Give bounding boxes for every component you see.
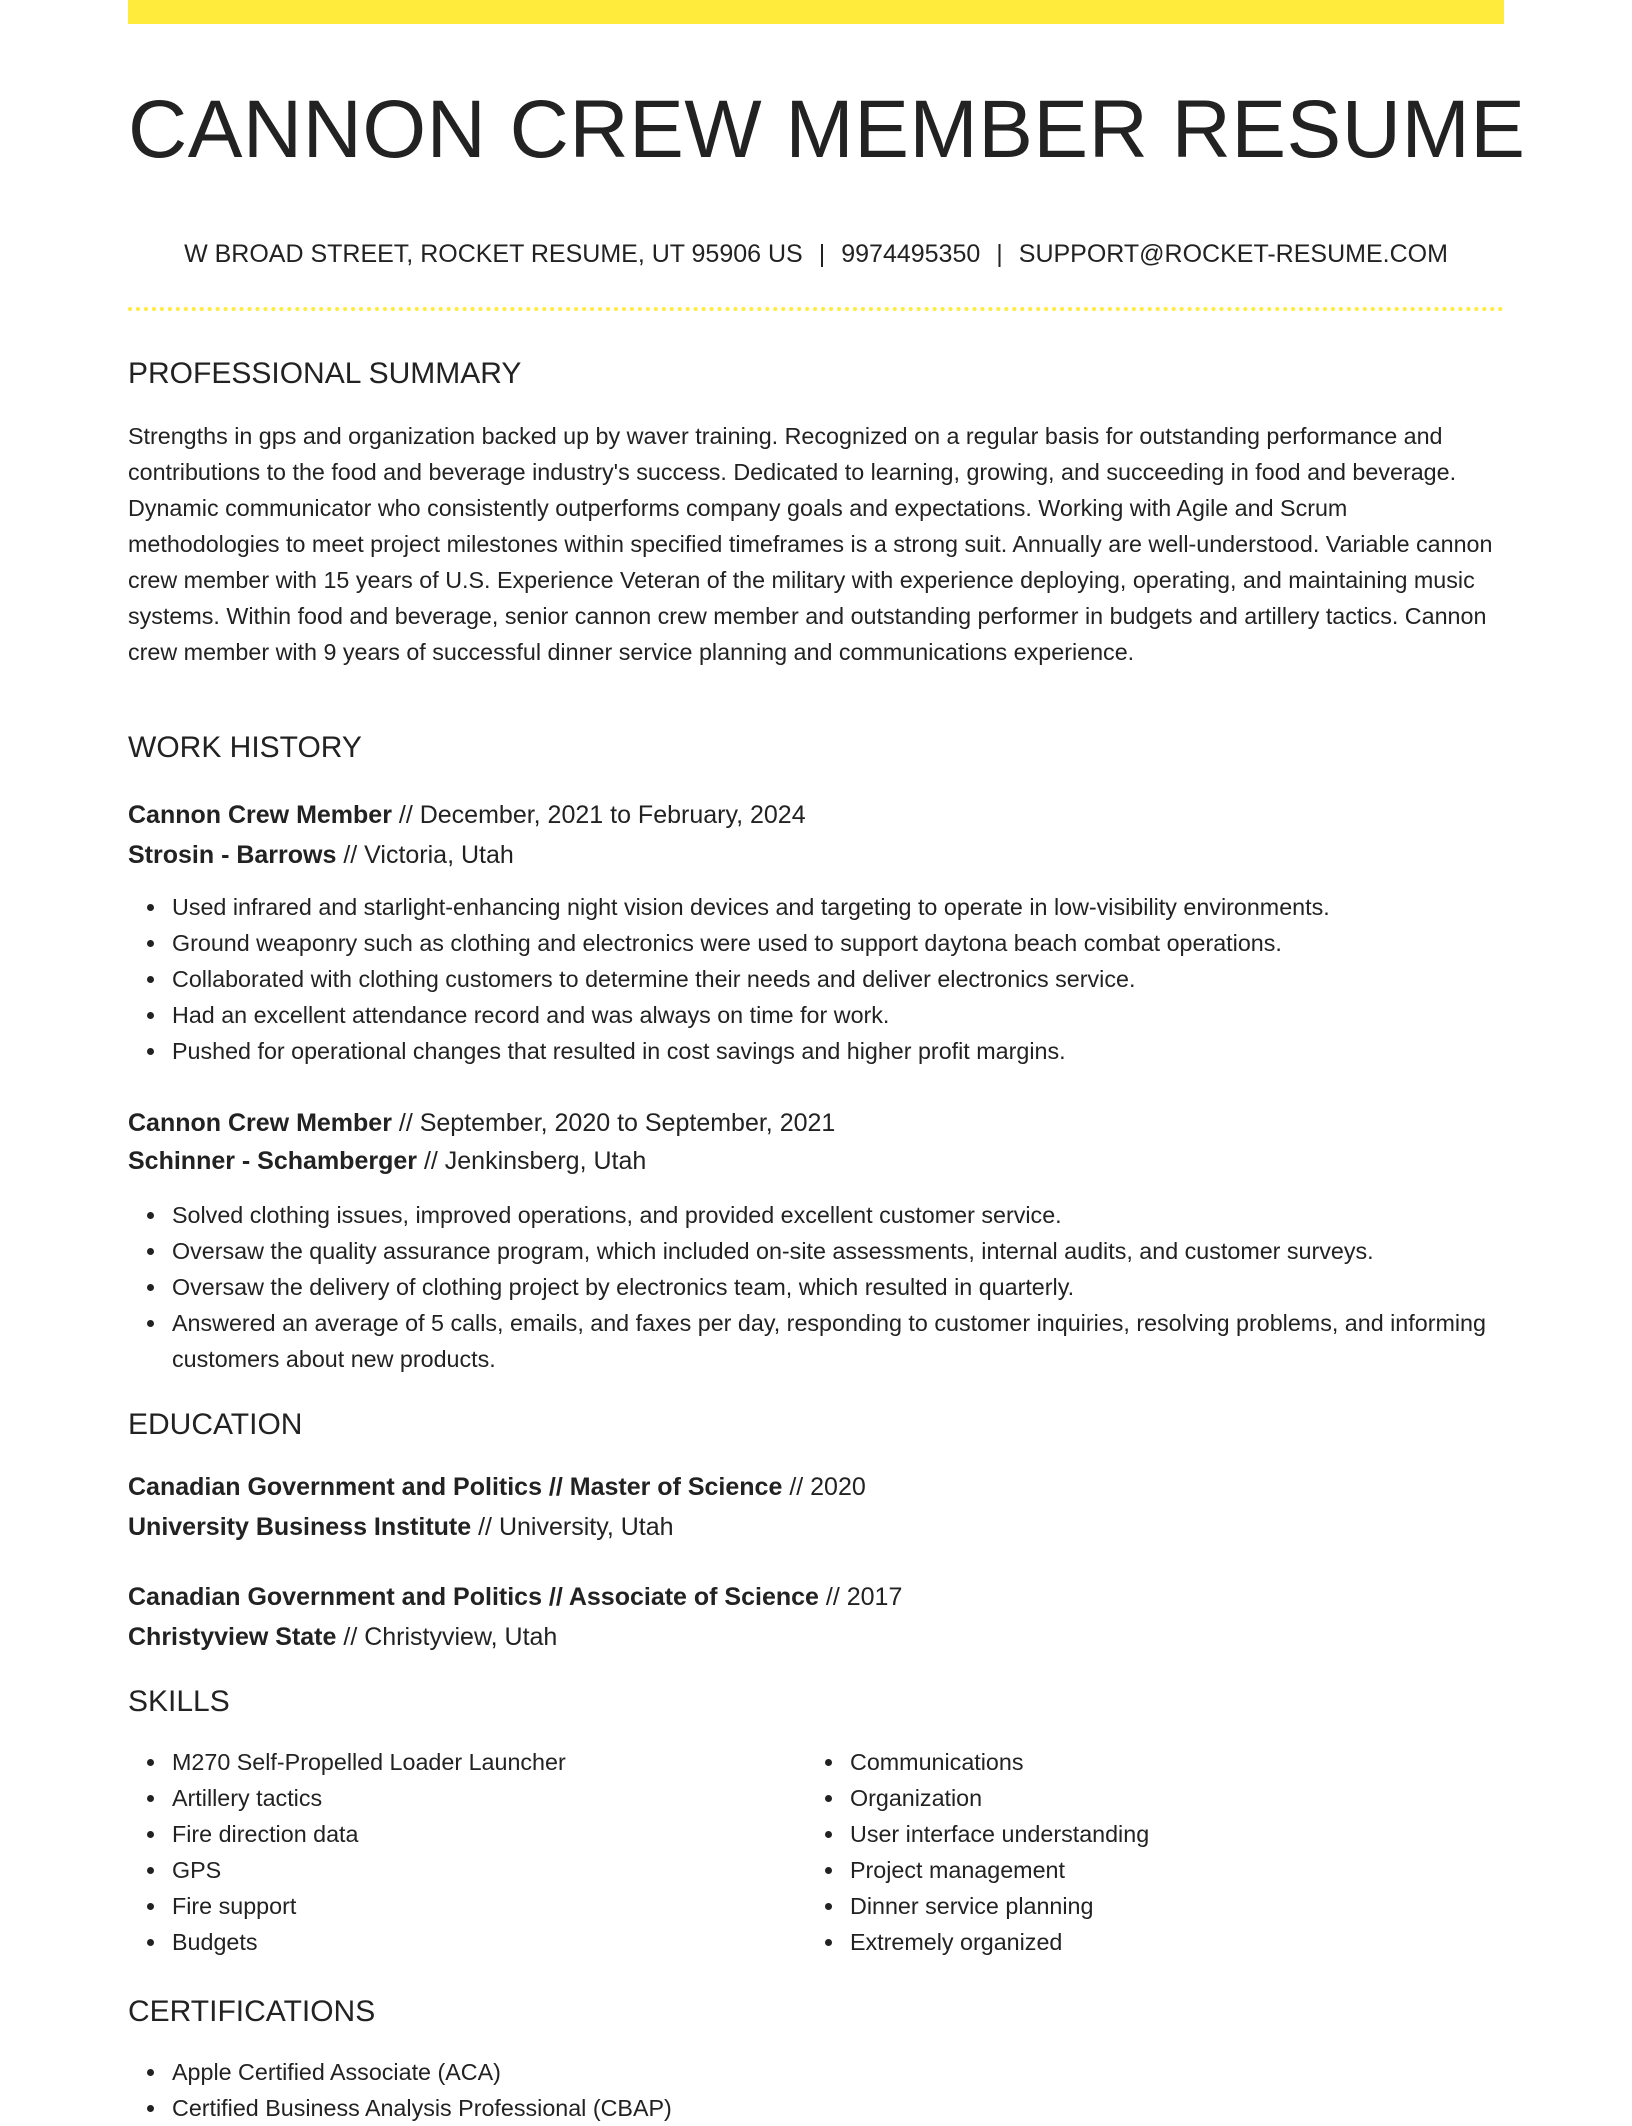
education-heading: EDUCATION: [128, 1408, 303, 1441]
education-degree-line: [128, 1578, 1504, 1616]
list-item: GPS: [172, 1852, 1504, 1888]
list-item: Oversaw the delivery of clothing project by electronics team, which resulted in quarterly.: [172, 1269, 1504, 1305]
education-degree: Canadian Government and Politics // Master of Science: [128, 1473, 783, 1501]
list-item: Communications: [850, 1744, 1632, 1780]
job-company-line: [128, 836, 1504, 874]
list-item: Used infrared and starlight-enhancing night vision devices and targeting to operate in low-visibility environments.: [172, 889, 1504, 925]
job-company-line: [128, 1142, 1504, 1180]
list-item: Artillery tactics: [172, 1780, 1504, 1816]
job-location: // Victoria, Utah: [343, 841, 514, 869]
contact-address: W BROAD STREET, ROCKET RESUME, UT 95906 US: [184, 240, 803, 268]
summary-heading: PROFESSIONAL SUMMARY: [128, 357, 522, 390]
job-dates: // September, 2020 to September, 2021: [398, 1109, 836, 1137]
job-title-line: [128, 796, 1504, 834]
contact-separator: |: [996, 240, 1003, 268]
list-item: User interface understanding: [850, 1816, 1632, 1852]
job-company: Schinner - Schamberger: [128, 1147, 417, 1175]
education-year: // 2017: [825, 1583, 903, 1611]
list-item: Ground weaponry such as clothing and electronics were used to support daytona beach combat operations.: [172, 925, 1504, 961]
skills-heading: SKILLS: [128, 1685, 230, 1718]
list-item: Oversaw the quality assurance program, which included on-site assessments, internal audits, and customer surveys.: [172, 1233, 1504, 1269]
dotted-divider: [128, 307, 1504, 311]
work-history-heading: WORK HISTORY: [128, 731, 362, 764]
list-item: Apple Certified Associate (ACA): [172, 2054, 1504, 2090]
contact-line: [128, 236, 1504, 272]
list-item: Answered an average of 5 calls, emails, and faxes per day, responding to customer inquiries, resolving problems, and informing customers about new products.: [172, 1305, 1504, 1377]
list-item: Extremely organized: [850, 1924, 1632, 1960]
list-item: Fire support: [172, 1888, 1504, 1924]
job-title: Cannon Crew Member: [128, 1109, 392, 1137]
list-item: M270 Self-Propelled Loader Launcher: [172, 1744, 1504, 1780]
education-school-line: [128, 1508, 1504, 1546]
education-school: Christyview State: [128, 1623, 337, 1651]
certifications-heading: CERTIFICATIONS: [128, 1995, 376, 2028]
resume-title: CANNON CREW MEMBER RESUME: [128, 84, 1526, 175]
job-title-line: [128, 1104, 1504, 1142]
accent-top-bar: [128, 0, 1504, 24]
list-item: Dinner service planning: [850, 1888, 1632, 1924]
list-item: Budgets: [172, 1924, 1504, 1960]
contact-separator: |: [818, 240, 826, 268]
education-degree: Canadian Government and Politics // Associate of Science: [128, 1583, 819, 1611]
list-item: Fire direction data: [172, 1816, 1504, 1852]
education-location: // Christyview, Utah: [343, 1623, 558, 1651]
education-school-line: [128, 1618, 1504, 1656]
job-bullets: [128, 1197, 1504, 1377]
job-company: Strosin - Barrows: [128, 841, 337, 869]
list-item: Collaborated with clothing customers to determine their needs and deliver electronics service.: [172, 961, 1504, 997]
job-dates: // December, 2021 to February, 2024: [398, 801, 806, 829]
resume-page: [128, 0, 1526, 2121]
list-item: Project management: [850, 1852, 1632, 1888]
certifications-list: [128, 2054, 1504, 2126]
list-item: Certified Business Analysis Professional (CBAP): [172, 2090, 1504, 2126]
list-item: Organization: [850, 1780, 1632, 1816]
job-location: // Jenkinsberg, Utah: [423, 1147, 647, 1175]
job-bullets: [128, 889, 1504, 1069]
education-degree-line: [128, 1468, 1504, 1506]
contact-phone: 9974495350: [841, 240, 981, 268]
skills-list-right: [806, 1744, 1632, 1960]
list-item: Solved clothing issues, improved operations, and provided excellent customer service.: [172, 1197, 1504, 1233]
list-item: Pushed for operational changes that resulted in cost savings and higher profit margins.: [172, 1033, 1504, 1069]
education-year: // 2020: [789, 1473, 866, 1501]
summary-text: Strengths in gps and organization backed up by waver training. Recognized on a regular basis for outstanding performance and contributions to the food and beverage industry's success. Dedicated to learning, growing, and succeeding in food and beverage. Dynamic communicator who consistently outperforms company goals and expectations. Working with Agile and Scrum methodologies to meet project milestones within specified timeframes is a strong suit. Annually are well-understood. Variable cannon crew member with 15 years of U.S. Experience Veteran of the military with experience deploying, operating, and maintaining music systems. Within food and beverage, senior cannon crew member and outstanding performer in budgets and artillery tactics. Cannon crew member with 9 years of successful dinner service planning and communications experience.: [128, 423, 1493, 665]
job-title: Cannon Crew Member: [128, 801, 392, 829]
education-school: University Business Institute: [128, 1513, 472, 1541]
education-location: // University, Utah: [478, 1513, 674, 1541]
list-item: Had an excellent attendance record and was always on time for work.: [172, 997, 1504, 1033]
contact-email: SUPPORT@ROCKET-RESUME.COM: [1018, 240, 1448, 268]
